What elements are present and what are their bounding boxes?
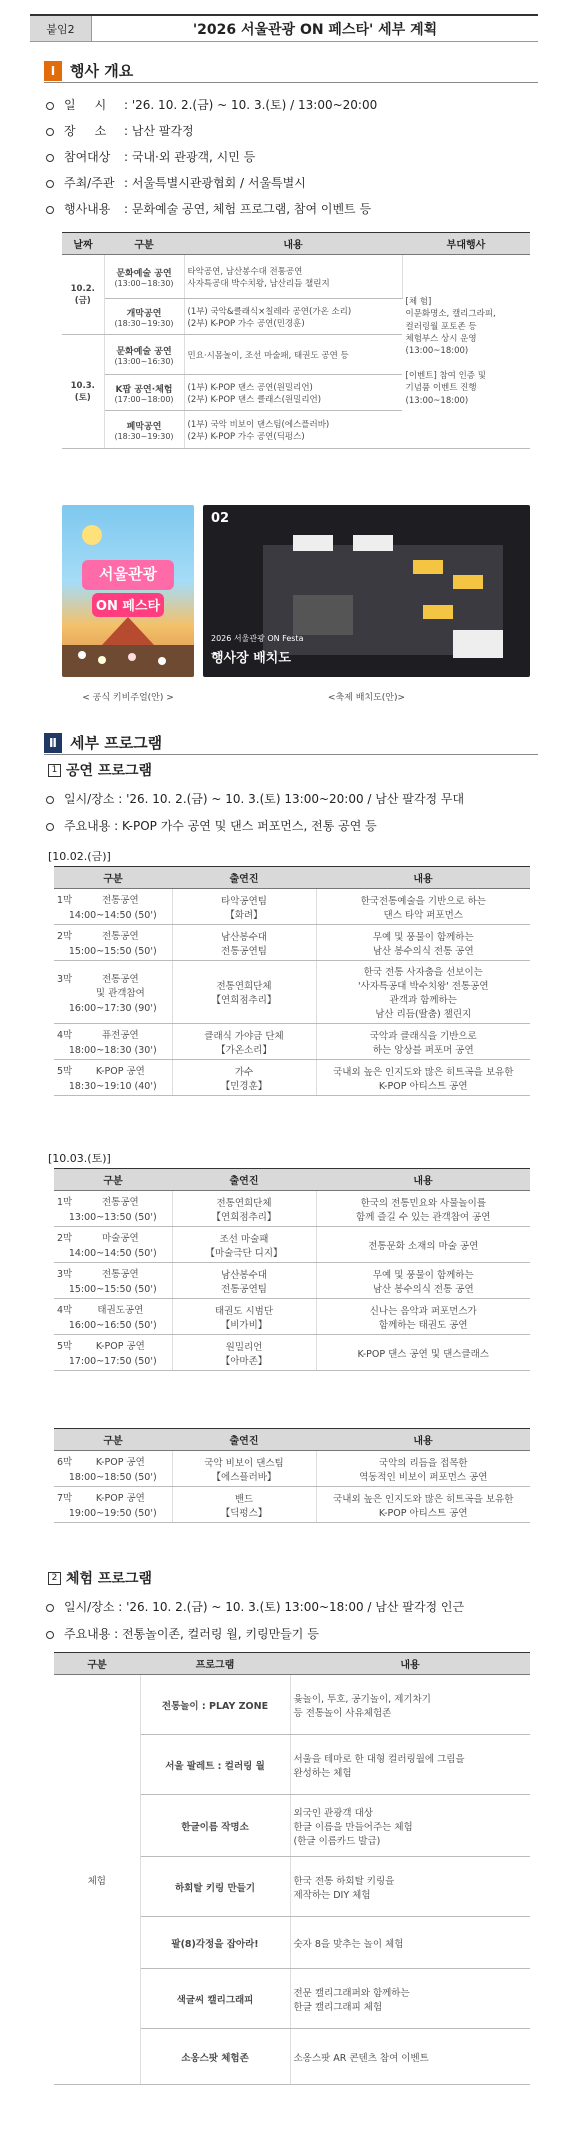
category-cell [104,299,184,335]
layout-title: 행사장 배치도 [211,651,291,666]
col-content: 내용 [184,233,402,255]
program-cell: 한글이름 작명소 [140,1795,290,1857]
performer-cell: 조선 마술패 【마술극단 디지】 [172,1227,316,1263]
act-header [57,1230,169,1244]
col-program: 프로그램 [140,1653,290,1675]
col-section: 구분 [54,867,172,889]
act-number: 2막 [57,1233,73,1244]
performer-cell: 전통연희단체 【연희점추리】 [172,1191,316,1227]
col-performer: 출연진 [172,1169,316,1191]
overview-bullet [46,148,255,165]
act-cell [54,1227,172,1263]
bullet-value: : '26. 10. 2.(금) ~ 10. 3.(토) / 13:00~20:00 [124,98,378,112]
category-name: 문화예술 공연 [116,346,172,357]
act-header [57,1027,169,1041]
act-cell [54,889,172,925]
program-content-cell: 숫자 8을 맞추는 놀이 체험 [290,1917,530,1969]
col-content: 내용 [316,867,530,889]
key-visual-art [62,505,194,677]
act-type: K-POP 공연 [95,1066,145,1077]
overview-bullet [46,174,306,191]
act-time: 14:00~14:50 (50') [68,910,157,921]
section-divider [44,82,538,83]
act-type: 전통공연 [102,931,139,942]
program-content-cell: 윷놀이, 투호, 공기놀이, 제기차기 등 전통놀이 사유체험존 [290,1675,530,1735]
day1-performance-table [54,866,530,1096]
performance-row [54,1060,530,1096]
key-visual-title-2: ON 페스타 [95,599,161,614]
act-number: 7막 [57,1493,73,1504]
bullet-perf-schedule: 일시/장소 : '26. 10. 2.(금) ~ 10. 3.(토) 13:00~20:00 / 남산 팔각정 무대 [46,790,464,807]
act-header [57,892,169,906]
overview-bullet [46,200,371,217]
bullet-key: 행사내용 [64,202,111,216]
act-type: K-POP 공연 [95,1341,145,1352]
category-name: 문화예술 공연 [116,268,172,279]
act-header [57,928,169,942]
act-header [57,1194,169,1208]
performance-content-cell: 한국전통예술을 기반으로 하는 댄스 타악 퍼포먼스 [316,889,530,925]
act-type: K-POP 공연 [95,1493,145,1504]
program-cell: 하회탈 키링 만들기 [140,1857,290,1917]
bullet-exp-schedule: 일시/장소 : '26. 10. 2.(금) ~ 10. 3.(토) 13:00~18:00 / 남산 팔각정 인근 [46,1598,464,1615]
key-visual-title-1: 서울관광 [99,565,157,583]
bullet-value: : 문화예술 공연, 체험 프로그램, 참여 이벤트 등 [124,202,372,216]
performance-content-cell: 전통문화 소재의 마술 공연 [316,1227,530,1263]
performance-content-cell: 무예 및 풍물이 함께하는 남산 봉수의식 전통 공연 [316,1263,530,1299]
performance-content-cell: 국악과 클래식을 기반으로 하는 앙상블 퍼포머 공연 [316,1024,530,1060]
experience-category-cell: 체험 [54,1675,140,2085]
act-cell [54,925,172,961]
performance-content-cell: 무예 및 풍물이 함께하는 남산 봉수의식 전통 공연 [316,925,530,961]
bullet-circle-icon [46,180,54,188]
category-cell [104,411,184,449]
act-time: 16:00~17:30 (90') [68,1002,157,1014]
performance-row [54,961,530,1024]
caption-layout: <축제 배치도(안)> [327,693,406,703]
act-cell [54,1191,172,1227]
col-category: 구분 [54,1653,140,1675]
category-time: (18:30~19:30) [114,431,174,441]
day2-performance-table [54,1168,530,1371]
performer-cell: 남산봉수대 전통공연팀 [172,1263,316,1299]
performer-cell: 전통연희단체 【연희점추리】 [172,961,316,1024]
category-cell [104,375,184,411]
category-time: (17:00~18:00) [114,394,174,404]
col-section: 구분 [54,1429,172,1451]
subsection-number: 1 [48,764,61,777]
performance-row [54,925,530,961]
performance-row [54,1024,530,1060]
category-name: 개막공연 [126,308,162,319]
program-cell: 서울 팔레트 : 컬러링 월 [140,1735,290,1795]
date-cell: 10.3. (토) [62,335,104,449]
subsection-performance [48,760,152,780]
overview-bullet [46,96,377,113]
act-time: 18:00~18:50 (50') [68,1472,157,1483]
act-time: 15:00~15:50 (50') [68,1284,157,1295]
act-cell [54,1263,172,1299]
col-category: 구분 [104,233,184,255]
subsection-number: 2 [48,1572,61,1585]
col-content: 내용 [316,1429,530,1451]
content-cell: (1부) K-POP 댄스 공연(원밀리언) (2부) K-POP 댄스 클래스(원밀리언) [184,375,402,411]
act-header [57,1454,169,1468]
category-time: (13:00~18:30) [114,278,174,288]
act-time: 19:00~19:50 (50') [68,1508,157,1519]
act-type: K-POP 공연 [95,1457,145,1468]
subsection-title: 체험 프로그램 [66,1571,153,1587]
col-performer: 출연진 [172,867,316,889]
act-type: 전통공연 및 관객참여 [95,973,145,999]
performance-content-cell: 신나는 음악과 퍼포먼스가 함께하는 태권도 공연 [316,1299,530,1335]
venue-layout-image [203,505,530,677]
act-type: 퓨전공연 [102,1030,139,1041]
act-number: 2막 [57,931,73,942]
bullet-value: : 서울특별시관광협회 / 서울특별시 [124,176,306,190]
bullet-circle-icon [46,102,54,110]
performance-row [54,1487,530,1523]
bullet-value: : 국내·외 관광객, 시민 등 [124,150,256,164]
performer-cell: 가수 【민경훈】 [172,1060,316,1096]
act-cell [54,1487,172,1523]
performance-row [54,1335,530,1371]
act-time: 18:30~19:10 (40') [68,1081,157,1092]
layout-subtitle: 2026 서울관광 ON Festa [211,634,304,643]
experience-row [54,1675,530,1735]
subsection-title: 공연 프로그램 [66,763,153,779]
act-type: 전통공연 [102,895,139,906]
program-content-cell: 서울을 테마로 한 대형 컬러링월에 그림을 완성하는 체험 [290,1735,530,1795]
program-content-cell: 한국 전통 하회탈 키링을 제작하는 DIY 체험 [290,1857,530,1917]
day2-label: [10.03.(토)] [48,1152,111,1165]
col-date: 날짜 [62,233,104,255]
performer-cell: 타악공연팀 【화려】 [172,889,316,925]
side-event-cell: [체 험] 이문화명소, 캘리그라피, 컬러링월 포토존 등 체험부스 상시 운영 (13:00~18:00) [이벤트] 참여 인증 및 기념품 이벤트 진행 (13:00~18:00) [402,255,530,449]
performance-content-cell: 한국의 전통민요와 사물놀이를 함께 즐길 수 있는 관객참여 공연 [316,1191,530,1227]
experience-table [54,1652,530,2085]
act-cell [54,1335,172,1371]
key-visual-image [62,505,194,677]
act-cell [54,1299,172,1335]
section-title: 행사 개요 [70,62,134,80]
act-number: 1막 [57,1197,73,1208]
act-header [57,1338,169,1352]
section-number: Ⅰ [44,61,62,81]
bullet-key: 장 소 [64,124,107,138]
act-time: 14:00~14:50 (50') [68,1248,157,1259]
program-cell: 전통놀이 : PLAY ZONE [140,1675,290,1735]
performer-cell: 클래식 가야금 단체 【가온소리】 [172,1024,316,1060]
performance-content-cell: 국악의 리듬을 접목한 역동적인 비보이 퍼포먼스 공연 [316,1451,530,1487]
act-number: 1막 [57,895,73,906]
section-2-heading [44,732,162,753]
category-cell [104,255,184,299]
act-cell [54,1451,172,1487]
performance-row [54,1191,530,1227]
section-1-heading [44,60,133,81]
overview-row [62,255,530,299]
act-number: 3막 [57,973,73,985]
act-number: 4막 [57,1030,73,1041]
program-cell: 팔(8)각정을 잡아라! [140,1917,290,1969]
category-name: K팝 공연·체험 [115,384,173,395]
bullet-circle-icon [46,154,54,162]
category-name: 폐막공연 [126,421,162,432]
act-cell [54,1060,172,1096]
performer-cell: 국악 비보이 댄스팀 【에스플러바】 [172,1451,316,1487]
col-content: 내용 [316,1169,530,1191]
bullet-key: 일 시 [64,98,107,112]
act-header [57,1063,169,1077]
content-cell: 타악공연, 남산봉수대 전통공연 사자특공대 박수치왕, 남산리듬 챌린지 [184,255,402,299]
performance-content-cell: 국내외 높은 인지도와 많은 히트곡을 보유한 K-POP 아티스트 공연 [316,1487,530,1523]
program-cell: 색글씨 캘리그래피 [140,1969,290,2029]
bullet-key: 주최/주관 [64,176,115,190]
category-cell [104,335,184,375]
section-divider [44,754,538,755]
bullet-exp-content: 주요내용 : 전통놀이존, 컬러링 월, 키링만들기 등 [46,1625,319,1642]
act-time: 18:00~18:30 (30') [68,1045,157,1056]
day1-label: [10.02.(금)] [48,850,111,863]
program-cell: 소옹스팟 체험존 [140,2029,290,2085]
act-number: 3막 [57,1269,73,1280]
performer-cell: 원밀리언 【아마존】 [172,1335,316,1371]
act-number: 4막 [57,1305,73,1316]
col-content: 내용 [290,1653,530,1675]
act-header [57,1490,169,1504]
category-time: (13:00~16:30) [114,356,174,366]
program-content-cell: 외국인 관광객 대상 한글 이름을 만들어주는 체험 (한글 이름카드 발급) [290,1795,530,1857]
day2-evening-performance-table [54,1428,530,1523]
subsection-experience [48,1568,152,1588]
program-content-cell: 소옹스팟 AR 콘텐츠 참여 이벤트 [290,2029,530,2085]
overview-bullet [46,122,194,139]
act-time: 15:00~15:50 (50') [68,946,157,957]
layout-num: 02 [211,511,230,526]
act-header [57,1266,169,1280]
overview-table [62,232,530,449]
act-cell [54,961,172,1024]
section-number: Ⅱ [44,733,62,753]
caption-key-visual: < 공식 키비주얼(안) > [82,693,174,703]
attachment-badge: 붙임2 [30,16,92,41]
act-header [57,1302,169,1316]
category-time: (18:30~19:30) [114,318,174,328]
content-cell: (1부) 국악&클래식×칠레라 공연(가온 소리) (2부) K-POP 가수 공연(민경훈) [184,299,402,335]
content-cell: (1부) 국악 비보이 댄스팀(에스플러바) (2부) K-POP 가수 공연(딕펑스) [184,411,402,449]
date-cell: 10.2. (금) [62,255,104,335]
performance-content-cell: K-POP 댄스 공연 및 댄스클래스 [316,1335,530,1371]
act-time: 13:00~13:50 (50') [68,1212,157,1223]
bullet-circle-icon [46,206,54,214]
act-type: 태권도공연 [97,1305,144,1316]
performance-row [54,889,530,925]
act-number: 6막 [57,1457,73,1468]
section-title: 세부 프로그램 [70,734,163,752]
col-side-event: 부대행사 [402,233,530,255]
act-type: 마술공연 [102,1233,139,1244]
bullet-perf-content: 주요내용 : K-POP 가수 공연 및 댄스 퍼포먼스, 전통 공연 등 [46,817,377,834]
doc-title: '2026 서울관광 ON 페스타' 세부 계획 [192,21,438,38]
act-cell [54,1024,172,1060]
act-header [57,971,169,999]
col-section: 구분 [54,1169,172,1191]
act-number: 5막 [57,1066,73,1077]
act-time: 17:00~17:50 (50') [68,1356,157,1367]
act-type: 전통공연 [102,1269,139,1280]
bullet-circle-icon [46,128,54,136]
performer-cell: 남산봉수대 전통공연팀 [172,925,316,961]
bullet-key: 참여대상 [64,150,111,164]
program-content-cell: 전문 캘리그래퍼와 함께하는 한글 캘리그래피 체험 [290,1969,530,2029]
doc-header [30,14,538,42]
performance-row [54,1227,530,1263]
performer-cell: 태권도 시범단 【비가비】 [172,1299,316,1335]
performance-content-cell: 국내외 높은 인지도와 많은 히트곡을 보유한 K-POP 아티스트 공연 [316,1060,530,1096]
col-performer: 출연진 [172,1429,316,1451]
performance-row [54,1299,530,1335]
performance-content-cell: 한국 전통 사자춤을 선보이는 '사자특공대 박수치왕' 전통공연 관객과 함께하는 남산 리듬(딸춤) 챌린지 [316,961,530,1024]
content-cell: 민요·시몸놀이, 조선 마술패, 태권도 공연 등 [184,335,402,375]
performance-row [54,1263,530,1299]
act-type: 전통공연 [102,1197,139,1208]
bullet-value: : 남산 팔각정 [124,124,194,138]
act-number: 5막 [57,1341,73,1352]
act-time: 16:00~16:50 (50') [68,1320,157,1331]
performer-cell: 밴드 【딕펑스】 [172,1487,316,1523]
performance-row [54,1451,530,1487]
